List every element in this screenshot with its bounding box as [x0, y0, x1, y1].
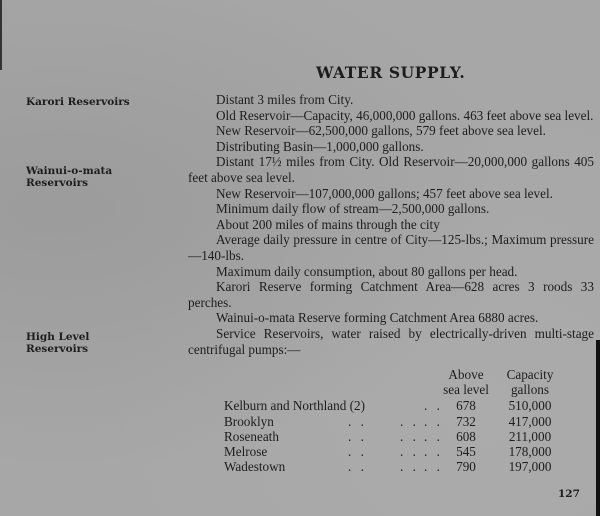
leader-dots: . .: [348, 443, 367, 459]
leader-dots: . .: [424, 413, 443, 429]
leader-dots: . .: [400, 459, 419, 475]
leader-dots: . .: [348, 459, 367, 475]
capacity-value: 417,000: [508, 413, 552, 429]
side-label-wainui: [26, 165, 112, 189]
leader-dots: . .: [424, 398, 443, 414]
page-edge-right: [596, 340, 600, 516]
reservoir-name: Brooklyn: [224, 413, 274, 429]
paragraph-wainui-distance: Distant 17½ miles from City. Old Reservoir—20,000,000 gallons 405 feet above sea level.: [188, 154, 594, 185]
leader-dots: . .: [348, 413, 367, 429]
page-edge-left: [0, 0, 2, 70]
paragraph-consumption: Maximum daily consumption, about 80 gallons per head.: [216, 263, 518, 279]
table-header-row-2: [224, 383, 562, 398]
table-row: [224, 398, 562, 413]
side-label-wainui-line1: Wainui-o-mata: [26, 165, 113, 177]
table-row: [224, 414, 562, 429]
sea-level-value: 678: [456, 398, 476, 414]
sea-level-value: 790: [456, 459, 476, 475]
leader-dots: . .: [424, 428, 443, 444]
capacity-value: 197,000: [508, 459, 552, 475]
sea-level-value: 608: [456, 428, 476, 444]
header-gallons: gallons: [510, 382, 550, 398]
paragraph-minimum-flow: Minimum daily flow of stream—2,500,000 gallons.: [216, 201, 490, 217]
body-text: [188, 92, 594, 357]
paragraph-distributing-basin: Distributing Basin—1,000,000 gallons.: [216, 138, 424, 154]
side-label-high-line2: Reservoirs: [26, 343, 89, 355]
reservoir-name: Melrose: [224, 443, 268, 459]
side-label-karori: Karori Reservoirs: [26, 96, 130, 108]
sea-level-value: 545: [456, 443, 476, 459]
paragraph-pressure: Average daily pressure in centre of City—125-lbs.; Maximum pressure—140-lbs.: [188, 232, 594, 263]
reservoir-name: Roseneath: [224, 428, 279, 444]
side-label-wainui-line2: Reservoirs: [26, 177, 89, 189]
paragraph-karori-new-reservoir: New Reservoir—62,500,000 gallons, 579 feet above sea level.: [216, 123, 546, 139]
paragraph-service-reservoirs: Service Reservoirs, water raised by electrically-driven multi-stage centrifugal pumps:—: [188, 325, 594, 357]
capacity-value: 510,000: [508, 398, 552, 414]
leader-dots: . .: [424, 459, 443, 475]
header-above: Above: [448, 367, 484, 382]
leader-dots: . .: [400, 443, 419, 459]
leader-dots: . .: [348, 428, 367, 444]
side-label-high-level: [26, 331, 89, 355]
leader-dots: . .: [400, 413, 419, 429]
capacity-value: 178,000: [508, 443, 552, 459]
leader-dots: . .: [400, 428, 419, 444]
page-number: 127: [558, 488, 580, 500]
page-title: WATER SUPPLY.: [316, 63, 466, 82]
paragraph-karori-old-reservoir: Old Reservoir—Capacity, 46,000,000 gallons. 463 feet above sea level.: [216, 107, 594, 123]
paragraph-wainui-new-reservoir: New Reservoir—107,000,000 gallons; 457 feet above sea level.: [216, 185, 553, 201]
header-sea-level: sea level: [443, 382, 489, 398]
sea-level-value: 732: [456, 413, 476, 429]
side-label-high-line1: High Level: [26, 331, 90, 343]
reservoir-name: Kelburn and Northland (2): [224, 398, 365, 414]
table-row: [224, 444, 562, 459]
service-reservoirs-table: [224, 368, 562, 474]
paragraph-wainui-catchment: Wainui-o-mata Reserve forming Catchment Area 6880 acres.: [216, 310, 539, 326]
capacity-value: 211,000: [508, 428, 552, 444]
table-row: [224, 429, 562, 444]
paragraph-karori-catchment: Karori Reserve forming Catchment Area—628 acres 3 roods 33 perches.: [188, 279, 594, 310]
paragraph-distance-karori: Distant 3 miles from City.: [216, 92, 354, 107]
table-header-row-1: [224, 368, 562, 383]
reservoir-name: Wadestown: [224, 459, 286, 475]
leader-dots: . .: [424, 443, 443, 459]
paragraph-mains: About 200 miles of mains through the city: [216, 216, 440, 232]
table-row: [224, 459, 562, 474]
header-capacity: Capacity: [506, 367, 554, 382]
